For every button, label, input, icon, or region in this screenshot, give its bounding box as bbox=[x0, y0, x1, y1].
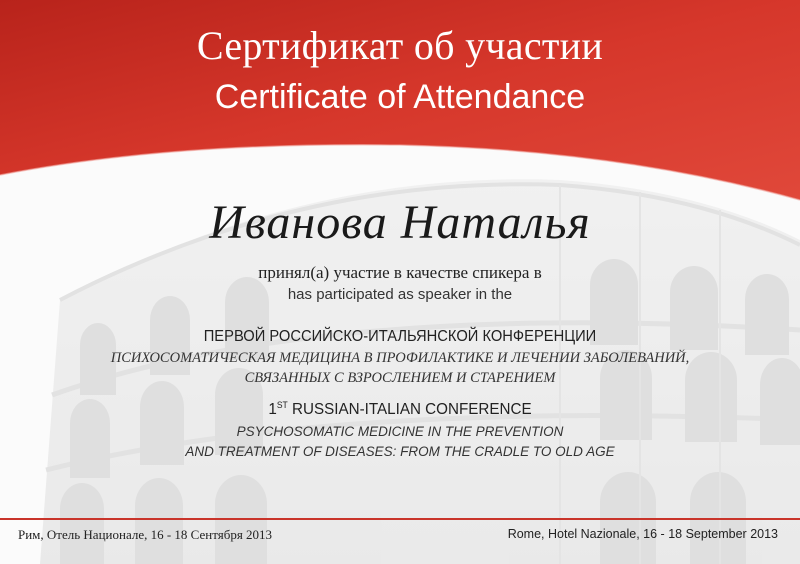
conference-number: 1 bbox=[268, 401, 277, 418]
footer-divider bbox=[0, 518, 800, 520]
conference-title-english-text: RUSSIAN-ITALIAN CONFERENCE bbox=[287, 401, 532, 418]
conference-subtitle-russian-line2: СВЯЗАННЫХ С ВЗРОСЛЕНИЕМ И СТАРЕНИЕМ bbox=[244, 370, 556, 386]
footer-location-russian: Рим, Отель Национале, 16 - 18 Сентября 2013 bbox=[18, 527, 273, 542]
conference-subtitle-english-line1: PSYCHOSOMATIC MEDICINE IN THE PREVENTION bbox=[236, 424, 564, 439]
conference-subtitle-english-line2: AND TREATMENT OF DISEASES: FROM THE CRADLE TO OLD AGE bbox=[185, 444, 615, 459]
conference-title-english bbox=[20, 400, 780, 419]
title-russian: Сертификат об участии bbox=[196, 23, 604, 68]
participation-english: has participated as speaker in the bbox=[287, 286, 513, 303]
conference-subtitle-russian-line1: ПСИХОСОМАТИЧЕСКАЯ МЕДИЦИНА В ПРОФИЛАКТИКЕ И ЛЕЧЕНИИ ЗАБОЛЕВАНИЙ, bbox=[110, 350, 690, 366]
recipient-name: Иванова Наталья bbox=[209, 196, 591, 249]
conference-number-suffix: ST bbox=[276, 400, 288, 410]
participation-russian: принял(а) участие в качестве спикера в bbox=[258, 263, 542, 282]
conference-title-russian: ПЕРВОЙ РОССИЙСКО-ИТАЛЬЯНСКОЙ КОНФЕРЕНЦИИ bbox=[203, 328, 597, 345]
footer-location-english: Rome, Hotel Nazionale, 16 - 18 September 2013 bbox=[507, 527, 778, 541]
title-english: Certificate of Attendance bbox=[214, 78, 586, 116]
